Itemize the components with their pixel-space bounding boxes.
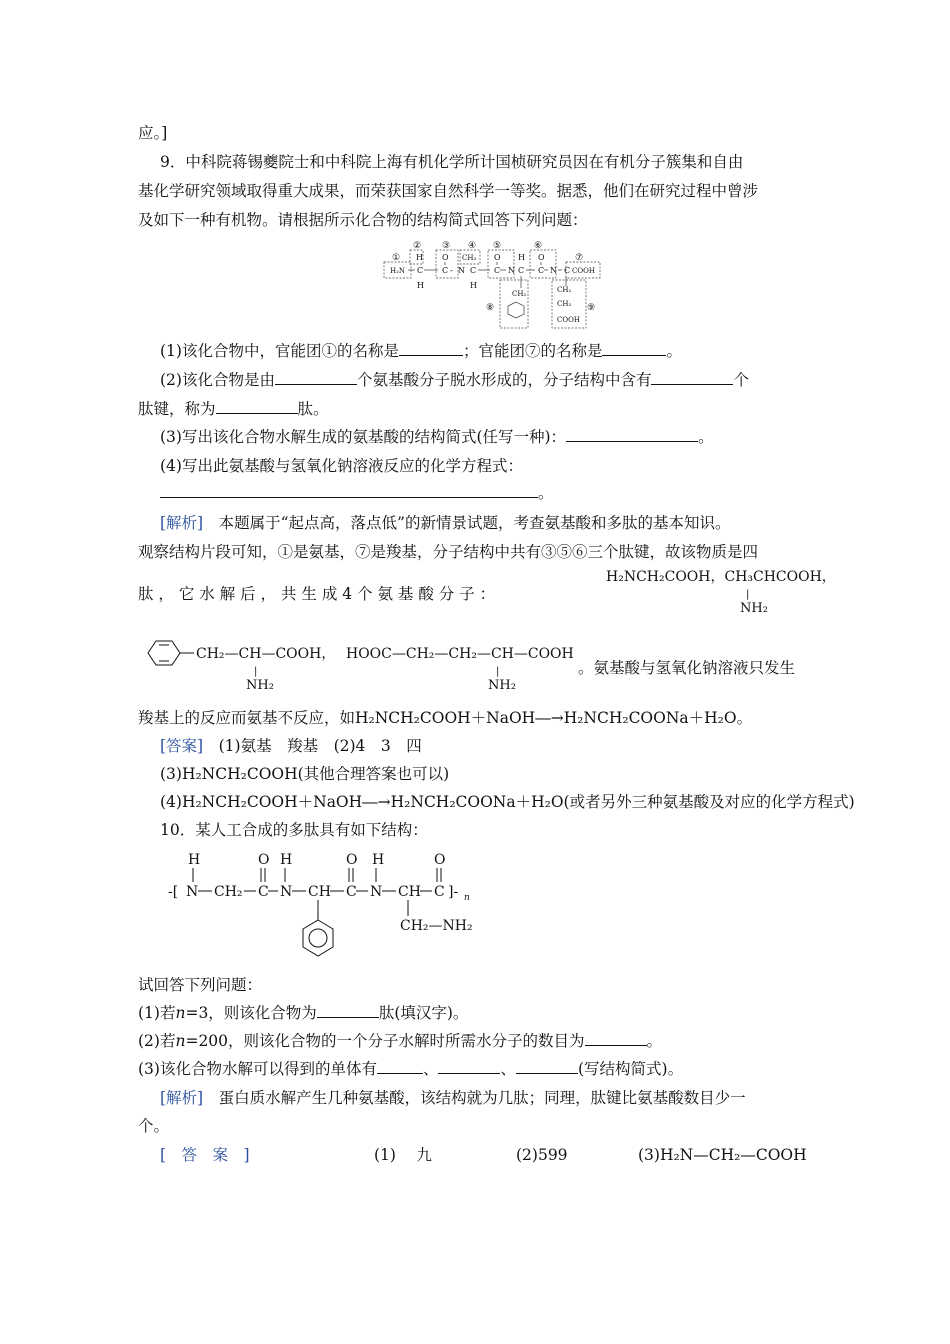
svg-text:N: N — [370, 884, 383, 900]
question-10-intro: 试回答下列问题： — [138, 976, 263, 994]
sub-question-3: (3)写出该化合物水解生成的氨基酸的结构简式(任写一种)： 。 — [160, 428, 714, 446]
svg-text:C: C — [258, 884, 269, 900]
svg-text:H: H — [188, 852, 201, 868]
amino-acid-bond: | — [496, 666, 500, 677]
label-1: ① — [392, 253, 401, 263]
svg-text:C: C — [417, 266, 424, 275]
svg-text:-[: -[ — [168, 884, 179, 900]
answer-9-line-1: [答案] (1)氨基 羧基 (2)4 3 四 — [160, 737, 422, 755]
amino-acid-bond: | — [746, 589, 750, 600]
svg-text:H: H — [372, 852, 385, 868]
svg-text:N: N — [186, 884, 199, 900]
svg-text:CH: CH — [308, 884, 331, 900]
amino-acid-formula-2: CH₂—CH—COOH， — [196, 646, 336, 662]
svg-text:CH: CH — [398, 884, 421, 900]
answer-10-part-2: (2)599 — [516, 1146, 568, 1164]
analysis-9-line-3: 肽 ， 它 水 解 后 ， 共 生 成 4 个 氨 基 酸 分 子 ： — [138, 585, 496, 603]
svg-text:COOH: COOH — [557, 316, 580, 324]
svg-text:CH₂: CH₂ — [557, 286, 572, 294]
answer-blank[interactable] — [160, 482, 538, 498]
polypeptide-structure-q10 — [168, 848, 488, 964]
svg-text:O: O — [258, 852, 270, 868]
svg-text:CH₂—NH₂: CH₂—NH₂ — [400, 918, 473, 934]
amino-acid-nh2: NH₂ — [740, 601, 768, 616]
svg-text:H₂N: H₂N — [390, 267, 406, 275]
svg-text:C: C — [518, 266, 525, 275]
answer-tag: [答案] — [160, 737, 204, 755]
question-10-part-1: (1)若n=3，则该化合物为 肽(填汉字)。 — [138, 1004, 469, 1022]
sub-question-4: (4)写出此氨基酸与氢氧化钠溶液反应的化学方程式： — [160, 457, 523, 475]
svg-text:-: - — [450, 266, 453, 275]
answer-blank[interactable] — [377, 1058, 423, 1074]
svg-text:CH₃: CH₃ — [462, 254, 477, 262]
answer-10-part-1: (1) 九 — [374, 1146, 432, 1164]
svg-text:C: C — [538, 266, 545, 275]
benzene-ring-icon — [138, 636, 194, 670]
sub-question-4-blank: 。 — [160, 482, 554, 504]
svg-text:N: N — [508, 266, 515, 275]
answer-blank[interactable] — [216, 398, 298, 414]
structure-diagram-q9 — [380, 234, 610, 332]
answer-tag: [ 答 案 ] — [160, 1146, 250, 1164]
answer-blank[interactable] — [317, 1002, 379, 1018]
answer-10-tag — [160, 1144, 250, 1166]
analysis-tag: [解析] — [160, 1089, 204, 1107]
label-4: ④ — [468, 241, 477, 251]
label-7: ⑦ — [575, 253, 584, 263]
svg-text:O: O — [434, 852, 446, 868]
svg-text:CH₂: CH₂ — [214, 884, 243, 900]
svg-text:H: H — [470, 281, 477, 290]
question-9-line-2: 基化学研究领域取得重大成果，而荣获国家自然科学一等奖。据悉，他们在研究过程中曾涉 — [138, 182, 759, 200]
question-10-part-2: (2)若n=200，则该化合物的一个分子水解时所需水分子的数目为 。 — [138, 1032, 663, 1050]
amino-acid-nh2: NH₂ — [246, 678, 274, 693]
sub-question-2: (2)该化合物是由 个氨基酸分子脱水形成的，分子结构中含有 个 — [160, 371, 749, 389]
svg-text:n: n — [464, 893, 470, 903]
label-6: ⑥ — [534, 241, 543, 251]
svg-text:O: O — [442, 253, 449, 262]
question-9-line-1: 9．中科院蒋锡夔院士和中科院上海有机化学所计国桢研究员因在有机分子簇集和自由 — [160, 153, 744, 171]
svg-text:CH₂: CH₂ — [512, 290, 527, 298]
svg-text:O: O — [346, 852, 358, 868]
svg-text:O: O — [538, 253, 545, 262]
answer-blank[interactable] — [602, 340, 666, 356]
analysis-9-line-1: [解析] 本题属于“起点高，落点低”的新情景试题，考查氨基酸和多肽的基本知识。 — [160, 514, 731, 532]
answer-blank[interactable] — [399, 340, 463, 356]
svg-text:H: H — [416, 253, 423, 262]
svg-text:O: O — [494, 253, 501, 262]
amino-acid-formula-3: HOOC—CH₂—CH₂—CH—COOH — [346, 646, 574, 662]
question-10: 10．某人工合成的多肽具有如下结构： — [160, 821, 428, 839]
analysis-9-line-5: 羧基上的反应而氨基不反应，如H₂NCH₂COOH＋NaOH―→H₂NCH₂COONa＋H₂O。 — [138, 709, 753, 727]
answer-9-line-2: (3)H₂NCH₂COOH(其他合理答案也可以) — [160, 765, 450, 783]
svg-text:N: N — [458, 266, 465, 275]
answer-blank[interactable] — [438, 1058, 500, 1074]
analysis-tag: [解析] — [160, 514, 204, 532]
analysis-9-line-2: 观察结构片段可知，①是氨基，⑦是羧基，分子结构中共有③⑤⑥三个肽键，故该物质是四 — [138, 543, 759, 561]
amino-acid-bond: | — [254, 666, 258, 677]
sub-question-1: (1)该化合物中，官能团①的名称是 ；官能团⑦的名称是 。 — [160, 342, 682, 360]
svg-text:COOH: COOH — [572, 267, 595, 275]
question-10-part-3: (3)该化合物水解可以得到的单体有 、 、 (写结构简式)。 — [138, 1060, 684, 1078]
analysis-10-line-1: [解析] 蛋白质水解产生几种氨基酸，该结构就为几肽；同理，肽键比氨基酸数目少一 — [160, 1089, 746, 1107]
label-2: ② — [413, 241, 422, 251]
svg-text:C: C — [494, 266, 501, 275]
analysis-10-line-2: 个。 — [138, 1117, 170, 1135]
svg-text:C: C — [442, 266, 449, 275]
svg-text:H: H — [417, 281, 424, 290]
text-line: 应。] — [138, 124, 168, 142]
answer-10-part-3: (3)H₂N—CH₂—COOH — [638, 1146, 807, 1164]
svg-text:C: C — [434, 884, 445, 900]
answer-blank[interactable] — [566, 426, 698, 442]
answer-9-line-3: (4)H₂NCH₂COOH＋NaOH―→H₂NCH₂COONa＋H₂O(或者另外三种氨基酸及对应的化学方程式) — [160, 793, 855, 811]
svg-text:C: C — [346, 884, 357, 900]
svg-text:H: H — [280, 852, 293, 868]
sub-question-2-cont: 肽键，称为 肽。 — [138, 400, 329, 418]
svg-text:C: C — [564, 266, 571, 275]
amino-acid-formula-1: H₂NCH₂COOH，CH₃CHCOOH， — [606, 569, 836, 585]
svg-text:C: C — [470, 266, 477, 275]
label-9: ⑨ — [587, 303, 596, 313]
amino-acid-nh2: NH₂ — [488, 678, 516, 693]
svg-text:N: N — [550, 266, 557, 275]
svg-text:CH₂: CH₂ — [557, 300, 572, 308]
answer-blank[interactable] — [516, 1058, 578, 1074]
label-3: ③ — [442, 241, 451, 251]
answer-blank[interactable] — [585, 1030, 647, 1046]
analysis-9-line-4: 。氨基酸与氢氧化钠溶液只发生 — [578, 659, 796, 677]
answer-blank[interactable] — [651, 369, 733, 385]
label-5: ⑤ — [493, 241, 502, 251]
svg-text:N: N — [280, 884, 293, 900]
svg-text:]-: ]- — [448, 884, 459, 900]
svg-text:H: H — [518, 253, 525, 262]
label-8: ⑧ — [486, 303, 495, 313]
question-9-line-3: 及如下一种有机物。请根据所示化合物的结构简式回答下列问题： — [138, 211, 588, 229]
answer-blank[interactable] — [275, 369, 357, 385]
